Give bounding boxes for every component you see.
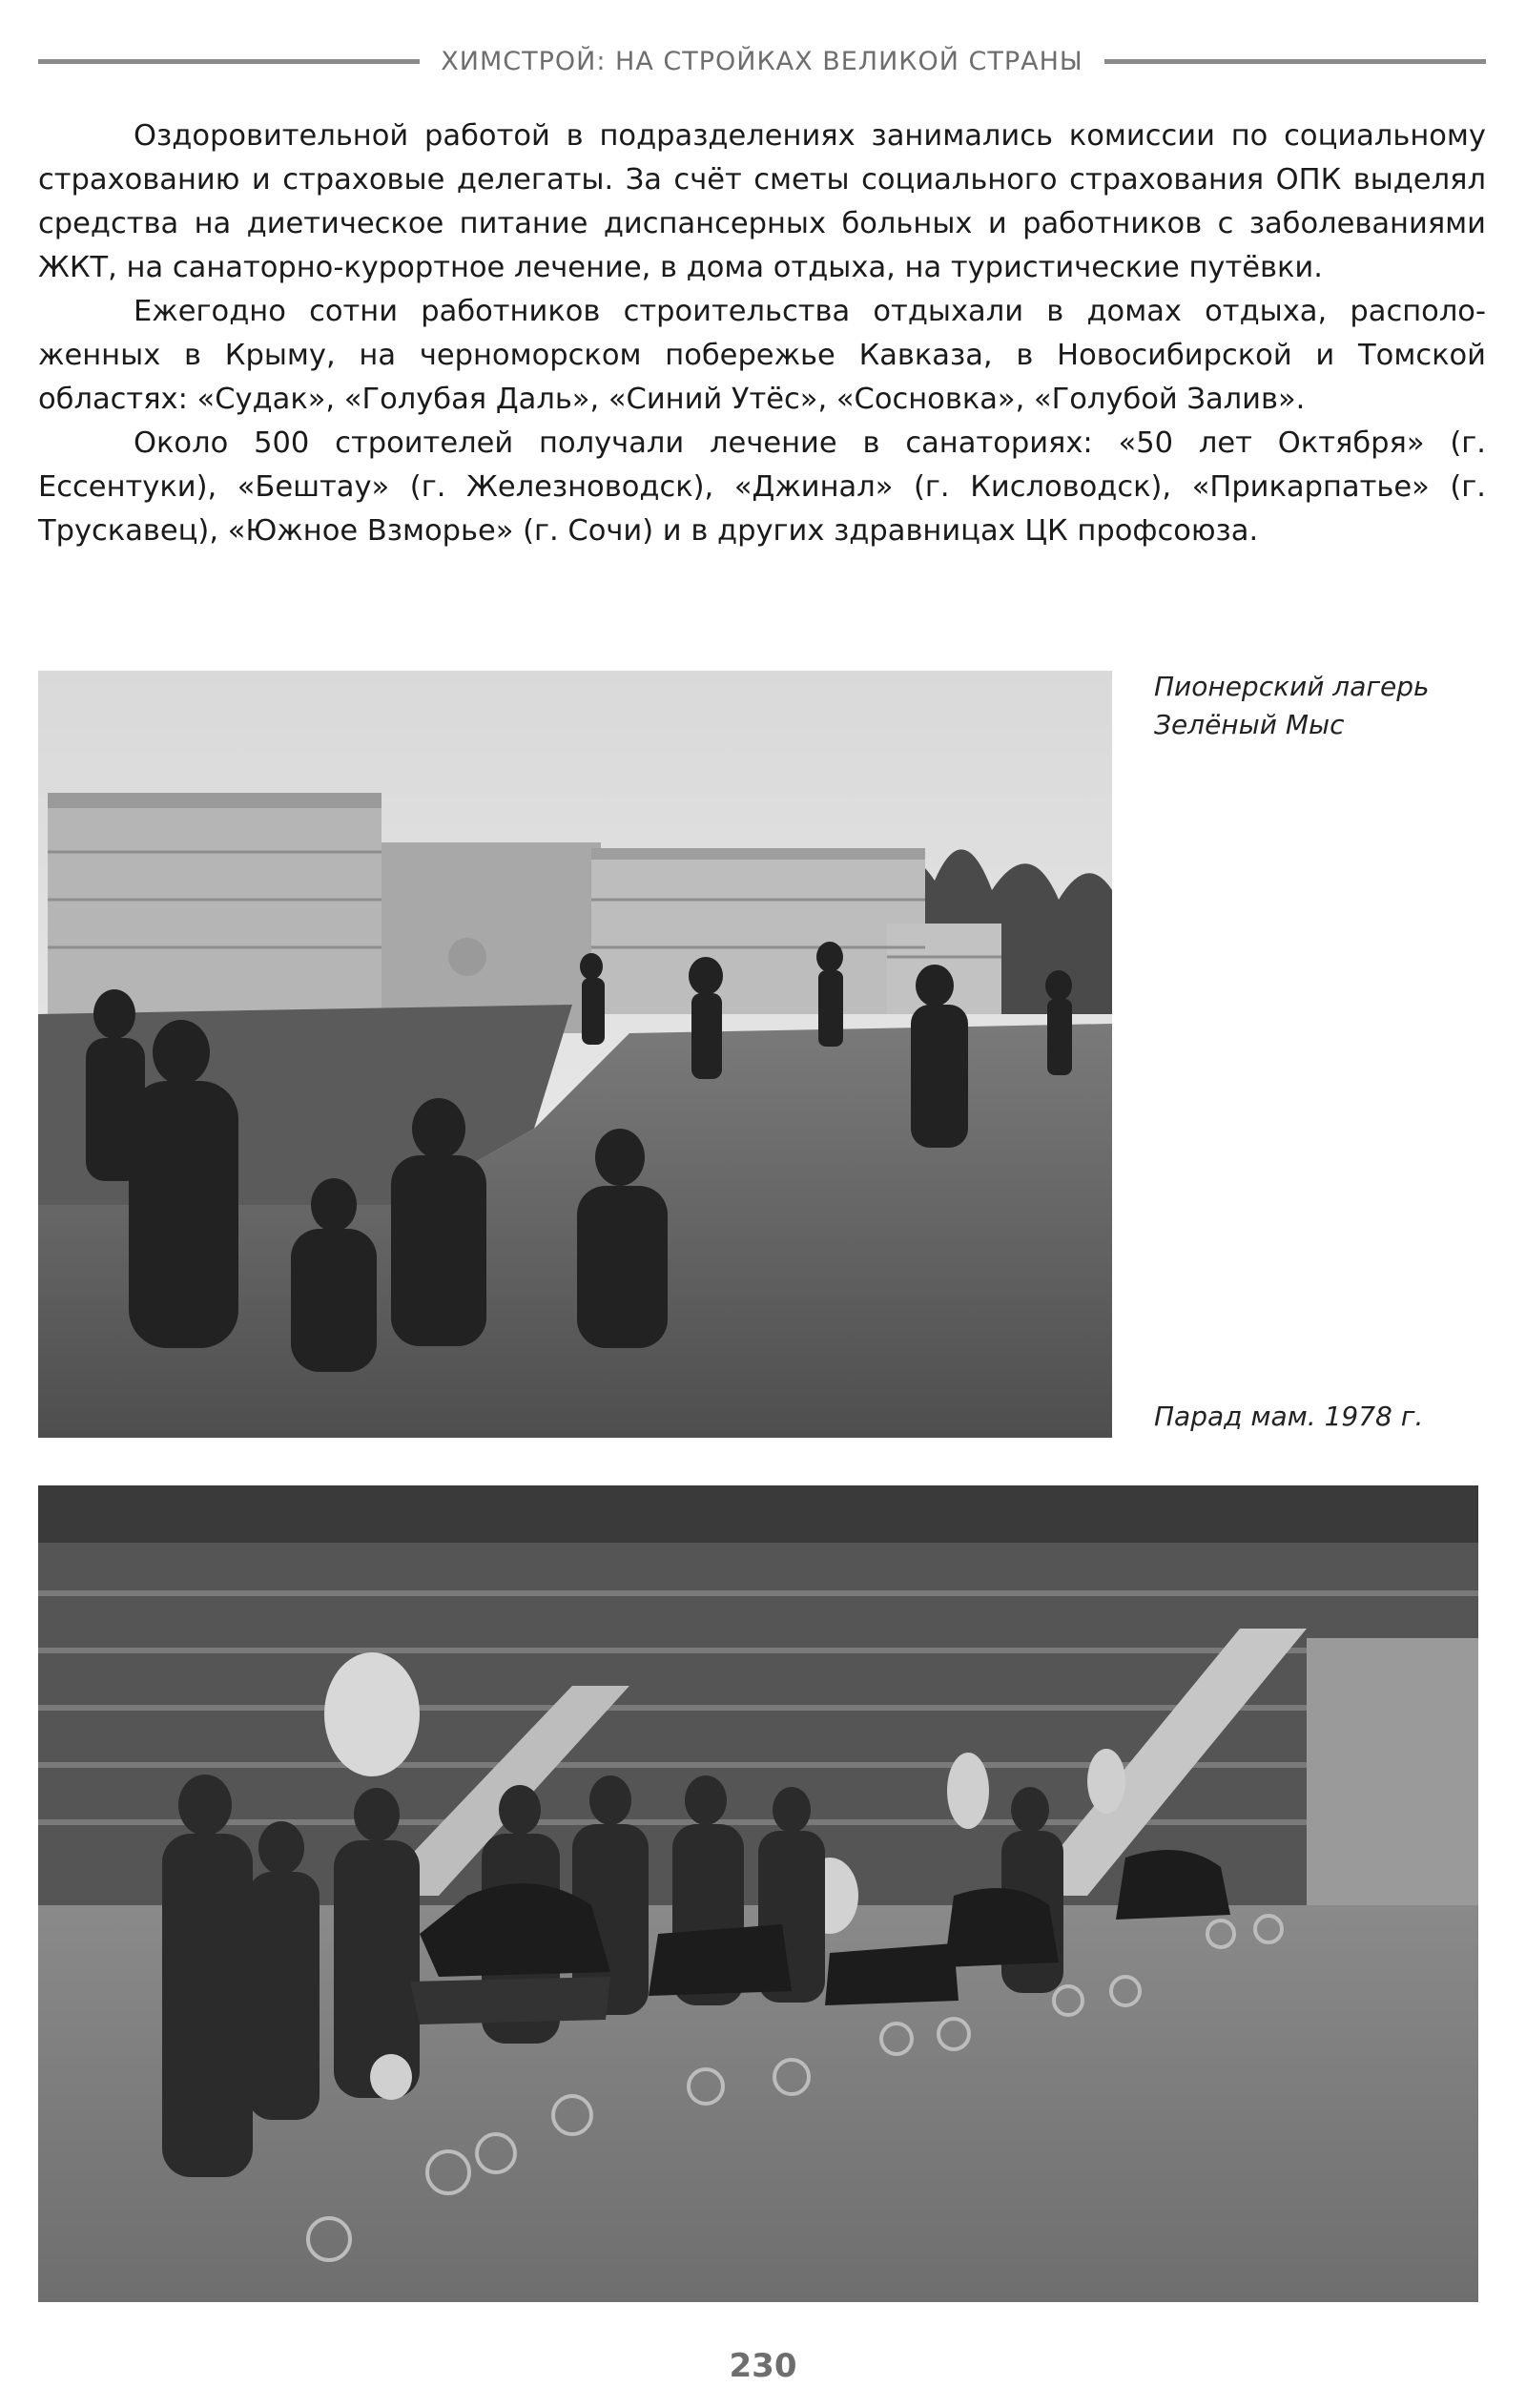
paragraph: Оздоровительной работой в подразделениях занимались комиссии по социальному страхованию и страховые делегаты. За счёт сметы социального страхования ОПК выделял средства на диетическое питание диспансерных больных и работников с заболеваниями ЖКТ, на санаторно-курортное лечение, в дома отдыха, на туристические путёвки.: [38, 119, 1486, 284]
running-header: [38, 42, 1486, 80]
parade-caption: Парад мам. 1978 г.: [1154, 1401, 1424, 1432]
camp-caption-line1: Пионерский лагерь: [1154, 671, 1430, 702]
paragraph: Ежегодно сотни работников строительства отдыхали в домах отдыха, расположенных в Крыму, на черноморском побережье Кавказа, в Новосибирской и Томской областях: «Судак», «Голубая Даль», «Синий Утёс», «Сосновка», «Голубой Залив».: [38, 295, 1486, 416]
body-text: [38, 114, 1486, 553]
camp-caption: [1154, 668, 1497, 744]
paragraph: Около 500 строителей получали лечение в санаториях: «50 лет Октября» (г. Ессентуки), «Бештау» (г. Железноводск), «Джинал» (г. Кисловодск), «Прикарпатье» (г. Трускавец), «Южное Взморье» (г. Сочи) и в других здравницах ЦК профсоюза.: [38, 426, 1486, 548]
camp-caption-line2: Зелёный Мыс: [1154, 709, 1345, 740]
header-rule-right: [1104, 59, 1486, 64]
parade-photo: [38, 1485, 1478, 2302]
page-number: 230: [729, 2347, 797, 2385]
header-title: ХИМСТРОЙ: НА СТРОЙКАХ ВЕЛИКОЙ СТРАНЫ: [441, 46, 1083, 76]
camp-photo: [38, 671, 1112, 1438]
header-rule-left: [38, 59, 420, 64]
